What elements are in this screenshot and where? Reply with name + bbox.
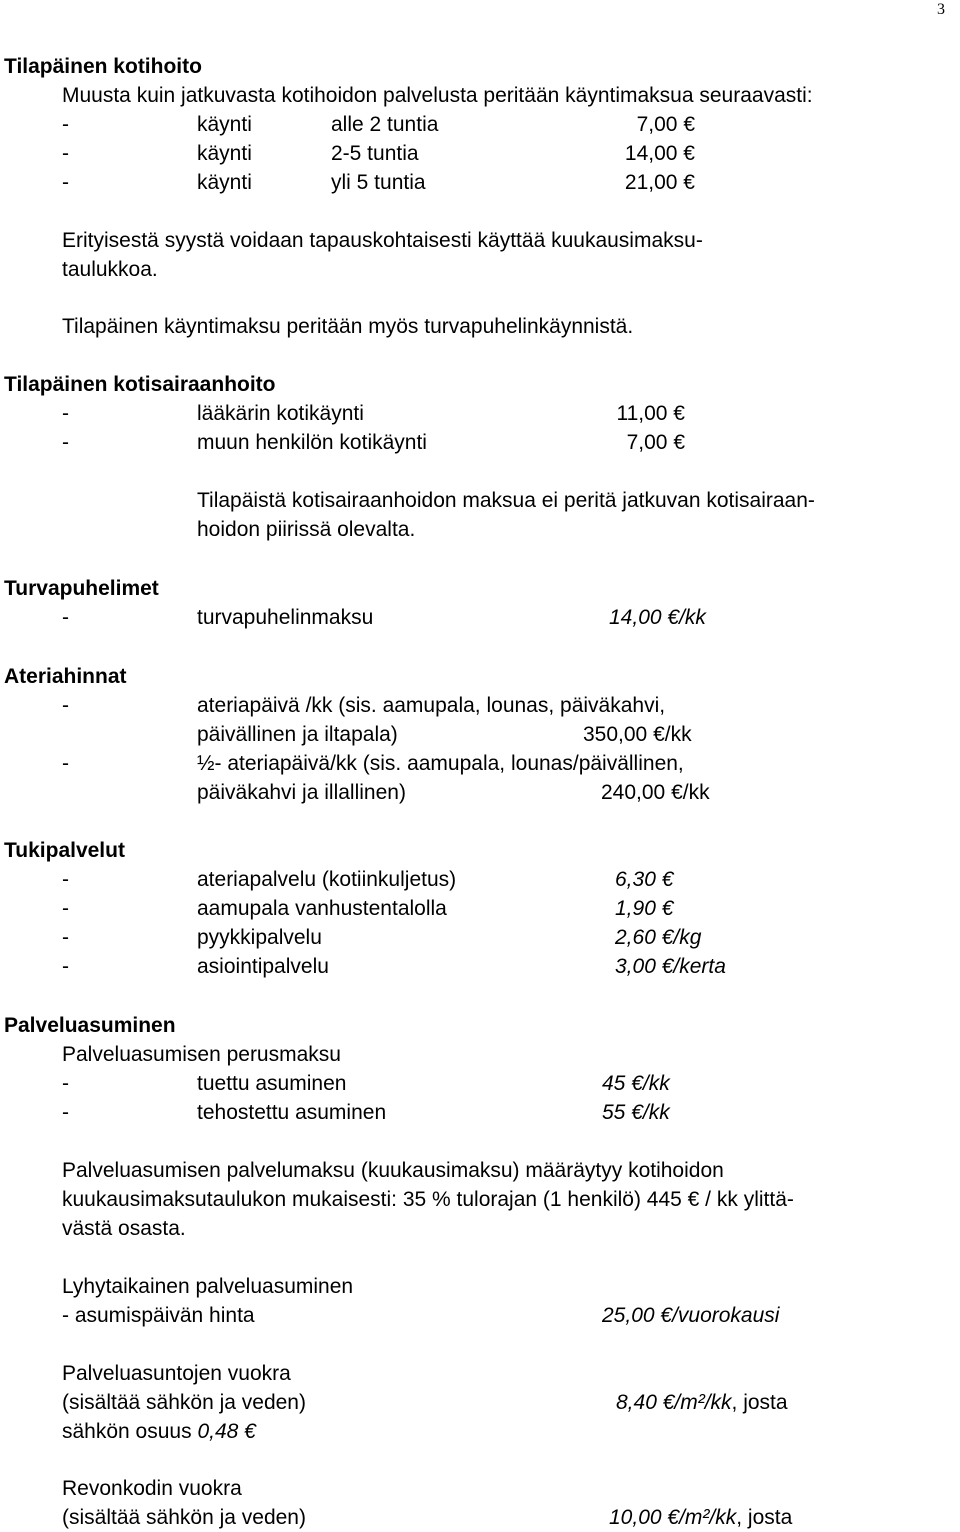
vuokra-price: 8,40 €/m²/kk: [616, 1391, 732, 1414]
tukipalvelu-price: 6,30 €: [615, 868, 674, 891]
lyhytaikainen-title: Lyhytaikainen palveluasuminen: [62, 1275, 354, 1298]
revonkoti-suffix: , josta: [736, 1506, 793, 1529]
palvelumaksu-line: Palveluasumisen palvelumaksu (kuukausimaksu) määräytyy kotihoidon: [62, 1159, 724, 1182]
list-dash: -: [62, 868, 69, 891]
kotihoito-intro: Muusta kuin jatkuvasta kotihoidon palvelusta peritään käyntimaksua seuraavasti:: [62, 84, 813, 107]
revonkoti-price-line: [609, 1507, 792, 1528]
tukipalvelu-price: 1,90 €: [615, 897, 674, 920]
list-dash: -: [62, 752, 69, 775]
visit-label: käynti: [197, 142, 252, 165]
visit-duration: 2-5 tuntia: [331, 142, 419, 165]
turvapuhelin-label: turvapuhelinmaksu: [197, 606, 374, 629]
sahkon-osuus-value: 0,48 €: [197, 1420, 256, 1443]
asumispaiva-price: 25,00 €/vuorokausi: [602, 1304, 780, 1327]
list-dash: -: [62, 606, 69, 629]
sahkon-osuus-label: sähkön osuus: [62, 1420, 198, 1443]
list-dash: -: [62, 113, 69, 136]
heading-ateriahinnat: Ateriahinnat: [4, 665, 127, 688]
ateria-price: 240,00 €/kk: [601, 781, 710, 804]
ateria-desc-line: päivällinen ja iltapala): [197, 723, 398, 746]
visit-label: käynti: [197, 171, 252, 194]
kotihoito-note-line: taulukkoa.: [62, 258, 158, 281]
tukipalvelu-label: ateriapalvelu (kotiinkuljetus): [197, 868, 457, 891]
heading-palveluasuminen: Palveluasuminen: [4, 1014, 176, 1037]
sairaanhoito-note-line: Tilapäistä kotisairaanhoidon maksua ei peritä jatkuvan kotisairaan-: [197, 489, 815, 512]
heading-tukipalvelut: Tukipalvelut: [4, 839, 125, 862]
visit-duration: yli 5 tuntia: [331, 171, 426, 194]
palvelumaksu-line: västä osasta.: [62, 1217, 186, 1240]
heading-turvapuhelimet: Turvapuhelimet: [4, 577, 159, 600]
visit-price: 14,00 €: [624, 142, 695, 165]
asumispaiva-label: - asumispäivän hinta: [62, 1304, 255, 1327]
list-dash: -: [62, 1101, 69, 1124]
ateria-price: 350,00 €/kk: [583, 723, 692, 746]
visit-price: 21,00 €: [624, 171, 695, 194]
vuokra-title: Palveluasuntojen vuokra: [62, 1362, 291, 1385]
list-dash: -: [62, 1072, 69, 1095]
sairaanhoito-price: 11,00 €: [616, 402, 685, 425]
tukipalvelu-label: pyykkipalvelu: [197, 926, 322, 949]
list-dash: -: [62, 955, 69, 978]
revonkoti-price: 10,00 €/m²/kk: [609, 1506, 737, 1529]
ateria-desc-line: päiväkahvi ja illallinen): [197, 781, 406, 804]
visit-label: käynti: [197, 113, 252, 136]
ateria-desc-line: ½- ateriapäivä/kk (sis. aamupala, lounas/päivällinen,: [197, 752, 684, 775]
sairaanhoito-label: muun henkilön kotikäynti: [197, 431, 427, 454]
tukipalvelu-price: 3,00 €/kerta: [615, 955, 726, 978]
tukipalvelu-price: 2,60 €/kg: [615, 926, 702, 949]
turvapuhelin-price: 14,00 €/kk: [609, 606, 706, 629]
heading-kotisairaanhoito: Tilapäinen kotisairaanhoito: [4, 373, 276, 396]
tukipalvelu-label: asiointipalvelu: [197, 955, 329, 978]
visit-price: 7,00 €: [636, 113, 695, 136]
sairaanhoito-price: 7,00 €: [626, 431, 685, 454]
list-dash: -: [62, 431, 69, 454]
kotihoito-note-turvapuhelin: Tilapäinen käyntimaksu peritään myös turvapuhelinkäynnistä.: [62, 315, 634, 338]
revonkoti-includes: (sisältää sähkön ja veden): [62, 1506, 306, 1529]
tukipalvelu-label: aamupala vanhustentalolla: [197, 897, 447, 920]
perusmaksu-title: Palveluasumisen perusmaksu: [62, 1043, 341, 1066]
list-dash: -: [62, 926, 69, 949]
heading-tilapainen-kotihoito: Tilapäinen kotihoito: [4, 55, 202, 78]
vuokra-suffix: , josta: [731, 1391, 788, 1414]
list-dash: -: [62, 142, 69, 165]
list-dash: -: [62, 897, 69, 920]
list-dash: -: [62, 694, 69, 717]
sairaanhoito-label: lääkärin kotikäynti: [197, 402, 364, 425]
visit-duration: alle 2 tuntia: [331, 113, 439, 136]
asuminen-price: 45 €/kk: [602, 1072, 670, 1095]
list-dash: -: [62, 171, 69, 194]
list-dash: -: [62, 402, 69, 425]
vuokra-includes: (sisältää sähkön ja veden): [62, 1391, 306, 1414]
sahkon-osuus-line: [62, 1421, 256, 1442]
revonkoti-title: Revonkodin vuokra: [62, 1477, 242, 1500]
asuminen-price: 55 €/kk: [602, 1101, 670, 1124]
vuokra-price-line: [616, 1392, 788, 1413]
asuminen-label: tuettu asuminen: [197, 1072, 347, 1095]
sairaanhoito-note-line: hoidon piirissä olevalta.: [197, 518, 416, 541]
kotihoito-note-line: Erityisestä syystä voidaan tapauskohtaisesti käyttää kuukausimaksu-: [62, 229, 703, 252]
palvelumaksu-line: kuukausimaksutaulukon mukaisesti: 35 % tulorajan (1 henkilö) 445 € / kk ylittä-: [62, 1188, 794, 1211]
ateria-desc-line: ateriapäivä /kk (sis. aamupala, lounas, päiväkahvi,: [197, 694, 666, 717]
asuminen-label: tehostettu asuminen: [197, 1101, 387, 1124]
page-number: 3: [937, 1, 945, 18]
